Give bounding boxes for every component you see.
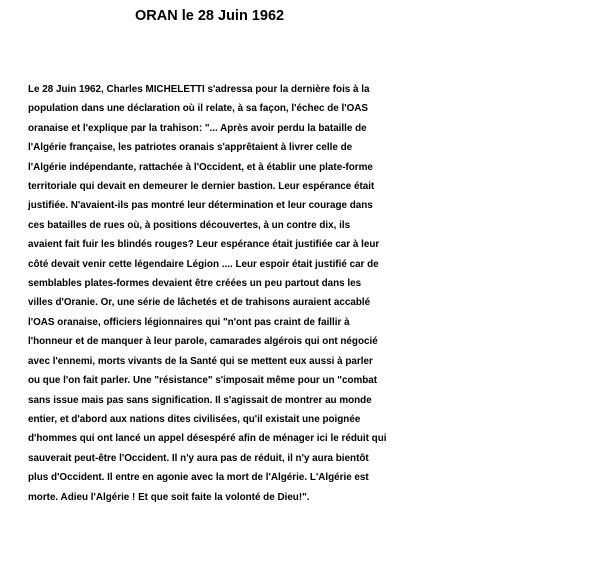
text-line: entier, et d'abord aux nations dites civilisées, qu'il existait une poignée [28, 413, 361, 425]
text-line: d'hommes qui ont lancé un appel désespéré afin de ménager ici le réduit qui [28, 433, 387, 445]
text-line: l'OAS oranaise, officiers légionnaires qui "n'ont pas craint de faillir à [28, 316, 350, 328]
text-line: population dans une déclaration où il relate, à sa façon, l'échec de l'OAS [28, 103, 368, 115]
text-line: l'Algérie indépendante, rattachée à l'Occident, et à établir une plate-forme [28, 161, 373, 173]
text-line: l'Algérie française, les patriotes oranais s'apprêtaient à livrer celle de [28, 142, 353, 154]
text-line: oranaise et l'explique par la trahison: "... Après avoir perdu la bataille de [28, 122, 367, 134]
text-line: territoriale qui devait en demeurer le dernier bastion. Leur espérance était [28, 181, 375, 193]
text-line: sauverait peut-être l'Occident. Il n'y aura pas de réduit, il n'y aura bientôt [28, 452, 369, 464]
text-line: plus d'Occident. Il entre en agonie avec la mort de l'Algérie. L'Algérie est [28, 472, 369, 484]
text-line: ces batailles de rues où, à positions découvertes, à un contre dix, ils [28, 219, 351, 231]
text-line: l'honneur et de manquer à leur parole, camarades algérois qui ont négocié [28, 336, 378, 348]
body-paragraph [28, 80, 588, 507]
page-title: ORAN le 28 Juin 1962 [135, 8, 285, 24]
text-line: villes d'Oranie. Or, une série de lâchetés et de trahisons auraient accablé [28, 297, 371, 309]
text-line: semblables plates-formes devaient être créées un peu partout dans les [28, 278, 362, 290]
text-line: justifiée. N'avaient-ils pas montré leur détermination et leur courage dans [28, 200, 373, 212]
text-line: ou que l'on fait parler. Une "résistance" s'imposait même pour un "combat [28, 375, 378, 387]
text-line: morte. Adieu l'Algérie ! Et que soit faite la volonté de Dieu!". [28, 491, 310, 503]
text-line: avaient fait fuir les blindés rouges? Leur espérance était justifiée car à leur [28, 239, 380, 251]
text-line: sans issue mais pas sans signification. Il s'agissait de montrer au monde [28, 394, 372, 406]
text-line: côté devait venir cette légendaire Légion .... Leur espoir était justifié car de [28, 258, 379, 270]
text-line: avec l'ennemi, morts vivants de la Santé qui se mettent eux aussi à parler [28, 355, 373, 367]
text-line: Le 28 Juin 1962, Charles MICHELETTI s'adressa pour la dernière fois à la [28, 84, 370, 95]
